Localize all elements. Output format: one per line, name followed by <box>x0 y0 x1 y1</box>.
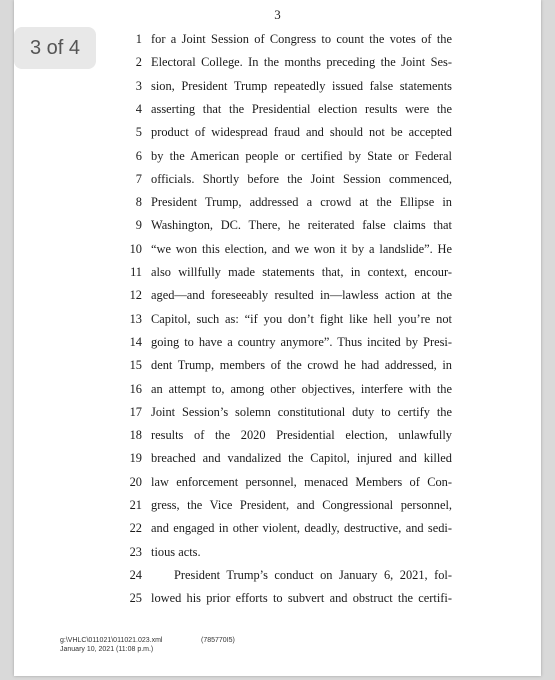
document-line <box>14 75 541 97</box>
line-number: 3 <box>135 78 142 93</box>
document-page <box>14 0 541 676</box>
line-text: sion, President Trump repeatedly issued false statements <box>151 78 452 93</box>
line-text: product of widespread fraud and should not be accepted <box>151 125 452 140</box>
document-line <box>14 517 541 539</box>
line-text: and engaged in other violent, deadly, destructive, and sedi- <box>151 521 452 536</box>
line-number: 25 <box>129 591 142 606</box>
document-line <box>14 354 541 376</box>
line-text: going to have a country anymore”. Thus incited by Presi- <box>151 334 452 349</box>
line-text: President Trump, addressed a crowd at the Ellipse in <box>151 195 452 210</box>
document-line <box>14 121 541 143</box>
document-line <box>14 238 541 260</box>
line-number: 19 <box>129 451 142 466</box>
line-number: 11 <box>130 265 142 279</box>
line-text: dent Trump, members of the crowd he had addressed, in <box>151 358 452 373</box>
document-line <box>14 145 541 167</box>
line-text: lowed his prior efforts to subvert and obstruct the certifi- <box>151 591 452 606</box>
document-line <box>14 378 541 400</box>
document-line <box>14 308 541 330</box>
document-line <box>14 471 541 493</box>
line-text: law enforcement personnel, menaced Members of Con- <box>151 474 452 489</box>
line-number: 22 <box>129 521 142 536</box>
document-line <box>14 191 541 213</box>
document-line <box>14 587 541 609</box>
line-number: 16 <box>129 381 142 396</box>
line-number: 17 <box>129 404 142 419</box>
line-number: 18 <box>129 428 142 443</box>
page-indicator-badge: 3 of 4 <box>14 27 96 69</box>
line-number: 6 <box>135 148 142 163</box>
document-line <box>14 541 541 563</box>
line-text: by the American people or certified by State or Federal <box>151 148 452 163</box>
line-text: results of the 2020 Presidential election, unlawfully <box>151 428 452 443</box>
document-line <box>14 168 541 190</box>
document-line <box>14 494 541 516</box>
line-number: 5 <box>135 125 142 140</box>
page-number: 3 <box>274 7 281 22</box>
line-number: 9 <box>135 218 142 233</box>
line-text: officials. Shortly before the Joint Session commenced, <box>151 171 452 186</box>
line-text: Electoral College. In the months preceding the Joint Ses- <box>151 55 452 70</box>
document-footer <box>60 636 235 654</box>
document-line <box>14 98 541 120</box>
line-number: 10 <box>129 241 142 256</box>
line-number: 21 <box>129 498 142 512</box>
line-text: “we won this election, and we won it by a landslide”. He <box>151 241 452 256</box>
document-line <box>14 261 541 283</box>
document-line <box>14 214 541 236</box>
line-text: an attempt to, among other objectives, interfere with the <box>151 381 452 396</box>
footer-job-number: (785770I5) <box>201 637 235 644</box>
document-line <box>14 331 541 353</box>
line-text: aged—and foreseeably resulted in—lawless action at the <box>151 288 452 303</box>
line-text: tious acts. <box>151 544 201 559</box>
line-number: 24 <box>129 567 142 582</box>
line-number: 1 <box>135 32 142 46</box>
line-number: 2 <box>135 55 142 70</box>
line-number: 23 <box>129 544 142 559</box>
footer-file-path: g:\VHLC\011021\011021.023.xml <box>60 637 163 644</box>
line-text: President Trump’s conduct on January 6, 2021, fol- <box>174 567 452 582</box>
line-number: 4 <box>135 101 142 116</box>
line-number: 8 <box>135 195 142 210</box>
line-number: 14 <box>129 334 142 349</box>
document-line <box>14 564 541 586</box>
document-line <box>14 401 541 423</box>
line-number: 7 <box>135 171 142 186</box>
line-text: Joint Session’s solemn constitutional duty to certify the <box>151 404 452 419</box>
line-number: 20 <box>129 474 142 489</box>
line-text: also willfully made statements that, in context, encour- <box>151 265 452 279</box>
line-text: Washington, DC. There, he reiterated false claims that <box>151 218 452 233</box>
line-text: Capitol, such as: “if you don’t fight like hell you’re not <box>151 311 452 326</box>
line-text: gress, the Vice President, and Congressional personnel, <box>151 498 452 512</box>
footer-date: January 10, 2021 (11:08 p.m.) <box>60 646 154 653</box>
document-line <box>14 284 541 306</box>
document-line <box>14 424 541 446</box>
line-number: 12 <box>129 288 142 303</box>
line-number: 13 <box>129 311 142 326</box>
line-text: breached and vandalized the Capitol, injured and killed <box>151 451 452 466</box>
line-text: for a Joint Session of Congress to count the votes of the <box>151 32 452 46</box>
document-line <box>14 447 541 469</box>
line-text: asserting that the Presidential election results were the <box>151 101 452 116</box>
line-number: 15 <box>129 358 142 373</box>
